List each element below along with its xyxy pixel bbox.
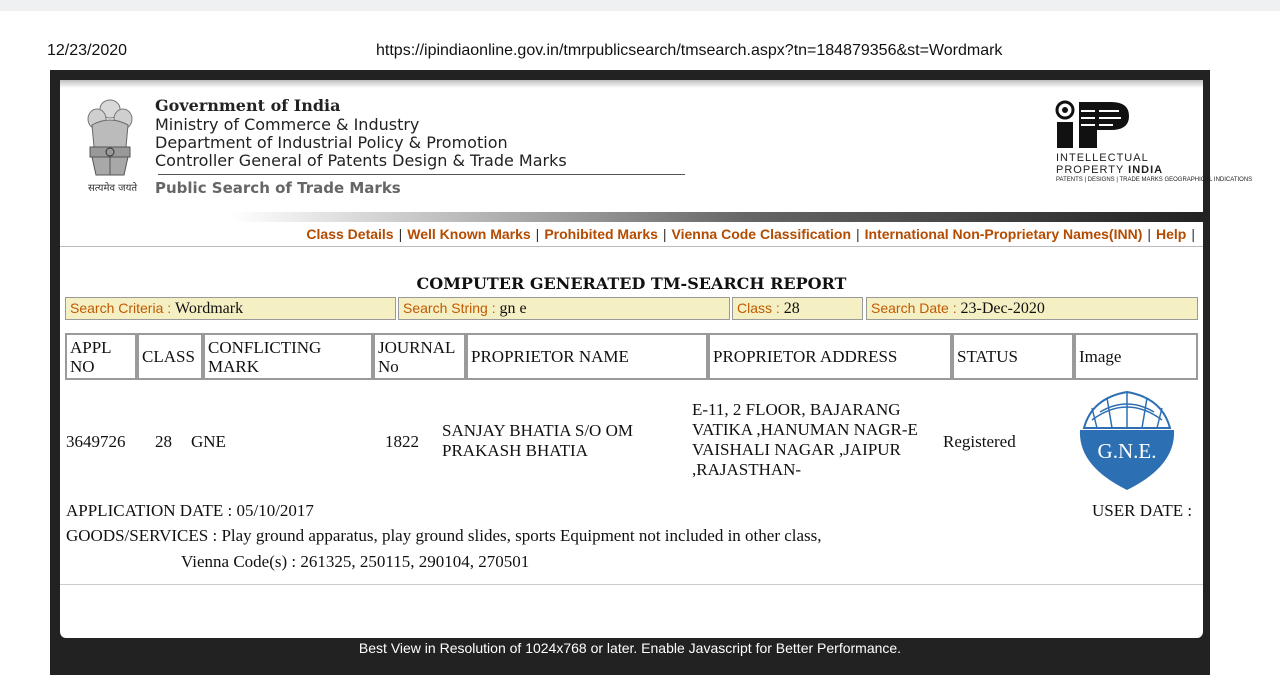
col-status: STATUS	[952, 333, 1074, 380]
ip-logo-line1: INTELLECTUAL	[1056, 152, 1149, 164]
site-subtitle: Public Search of Trade Marks	[155, 179, 401, 197]
department-line: Department of Industrial Policy & Promotion	[155, 133, 508, 152]
controller-line: Controller General of Patents Design & Trade Marks	[155, 151, 567, 170]
class-value: 28	[783, 300, 800, 317]
nav-divider	[60, 246, 1203, 247]
search-date-label: Search Date :	[871, 300, 961, 316]
record-appl-no: 3649726	[66, 432, 126, 451]
nav-vienna-code-link[interactable]: Vienna Code Classification	[671, 226, 852, 242]
nav-class-details-link[interactable]: Class Details	[306, 226, 394, 242]
ip-logo-line3: PATENTS | DESIGNS | TRADE MARKS GEOGRAPHICAL INDICATIONS	[1056, 177, 1253, 183]
nav-help-link[interactable]: Help	[1156, 226, 1187, 242]
class-box	[732, 297, 863, 320]
search-criteria-box	[65, 297, 396, 320]
nav-separator: |	[856, 226, 860, 242]
search-date-value: 23-Dec-2020	[960, 300, 1045, 317]
header-shadow	[60, 80, 1203, 88]
col-class: CLASS	[137, 333, 203, 380]
record-mark: GNE	[191, 432, 226, 451]
record-class: 28	[155, 432, 172, 451]
header-divider	[158, 174, 685, 175]
col-proprietor-name: PROPRIETOR NAME	[466, 333, 708, 380]
user-date: USER DATE :	[1092, 501, 1193, 520]
record-proprietor-name: SANJAY BHATIA S/O OM PRAKASH BHATIA	[442, 421, 633, 460]
record-proprietor-address: E-11, 2 FLOOR, BAJARANG VATIKA ,HANUMAN NAGR-E VAISHALI NAGAR ,JAIPUR ,RAJASTHAN-	[692, 400, 918, 479]
ip-logo-line2	[1056, 164, 1163, 176]
browser-top-strip	[0, 0, 1280, 11]
nav-separator: |	[662, 226, 667, 242]
print-date: 12/23/2020	[47, 42, 128, 59]
record-divider	[60, 584, 1203, 585]
print-url: https://ipindiaonline.gov.in/tmrpublicsearch/tmsearch.aspx?tn=184879356&st=Wordmark	[376, 42, 1003, 59]
page-card	[60, 80, 1253, 638]
search-string-value: gn e	[499, 300, 527, 317]
nav-prohibited-marks-link[interactable]: Prohibited Marks	[544, 226, 658, 242]
ip-logo-india: INDIA	[1128, 164, 1164, 176]
government-header	[155, 96, 685, 197]
trademark-image-text: G.N.E.	[1097, 439, 1157, 463]
top-nav	[60, 226, 1200, 242]
nav-separator: |	[1191, 226, 1195, 242]
ip-logo-property: PROPERTY	[1056, 164, 1129, 176]
nav-separator: |	[1147, 226, 1152, 242]
government-title: Government of India	[155, 96, 341, 115]
col-appl-no: APPL NO	[65, 333, 137, 380]
nav-separator: |	[535, 226, 540, 242]
header-gradient-bar	[60, 212, 1203, 222]
report-title: COMPUTER GENERATED TM-SEARCH REPORT	[416, 274, 847, 293]
nav-separator: |	[398, 226, 403, 242]
col-conflicting-mark: CONFLICTING MARK	[203, 333, 373, 380]
col-journal-no: JOURNAL No	[373, 333, 466, 380]
goods-services: GOODS/SERVICES : Play ground apparatus, play ground slides, sports Equipment not included in other class,	[66, 526, 822, 545]
search-string-label: Search String :	[403, 300, 500, 316]
col-proprietor-address: PROPRIETOR ADDRESS	[708, 333, 952, 380]
emblem-motto: सत्यमेव जयते	[88, 183, 138, 194]
nav-inn-link[interactable]: International Non-Proprietary Names(INN)	[864, 226, 1143, 242]
col-image: Image	[1074, 333, 1198, 380]
search-criteria-label: Search Criteria :	[70, 300, 176, 316]
application-date: APPLICATION DATE : 05/10/2017	[66, 501, 314, 520]
search-date-box	[866, 297, 1198, 320]
vienna-codes: Vienna Code(s) : 261325, 250115, 290104, 270501	[181, 552, 530, 571]
search-string-box	[398, 297, 730, 320]
footer-note: Best View in Resolution of 1024x768 or later. Enable Javascript for Better Performance.	[358, 640, 902, 656]
search-criteria-value: Wordmark	[175, 300, 244, 317]
record-journal-no: 1822	[385, 432, 419, 451]
ministry-line: Ministry of Commerce & Industry	[155, 115, 420, 134]
nav-well-known-marks-link[interactable]: Well Known Marks	[407, 226, 531, 242]
class-label: Class :	[737, 300, 784, 316]
record-status: Registered	[943, 432, 1016, 451]
